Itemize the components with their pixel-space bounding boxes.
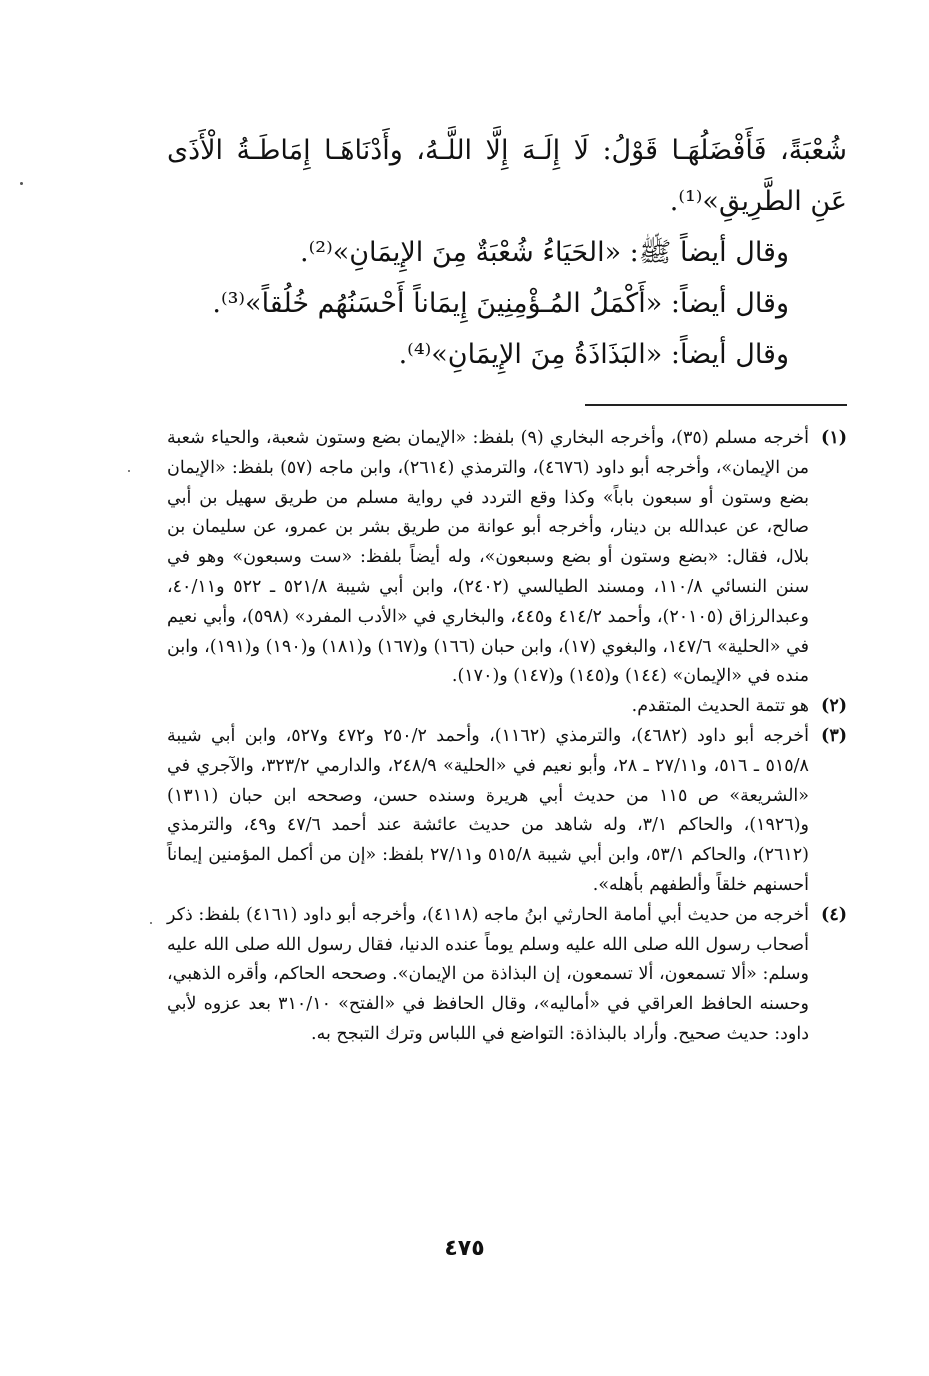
main-text-line-4: وقال أيضاً: «البَذَاذَةُ مِنَ الإِيمَانِ»⁽⁴⁾. [398, 339, 789, 370]
main-text-line-2: وقال أيضاً ﷺ: «الحَيَاءُ شُعْبَةٌ مِنَ الإِيمَانِ»⁽²⁾. [300, 237, 789, 268]
scan-speck [128, 470, 130, 472]
footnote-number: (٣) [821, 725, 847, 746]
page-number: ٤٧٥ [444, 1236, 485, 1261]
footnote-number: (١) [821, 428, 847, 448]
footnotes [167, 424, 847, 1050]
footnote-1 [167, 424, 847, 692]
footnote-text: أخرجه أبو داود (٤٦٨٢)، والترمذي (١١٦٢)، وأحمد ٢٥٠/٢ و٤٧٢ و٥٢٧، وابن أبي شيبة ٥١٥/٨ ـ ٥١٦، و٢٧/١١ ـ ٢٨، وأبو نعيم في «الحلية» ٢٤٨/٩، والدارمي ٣٢٣/٢، والآجري في «الشريعة» ص ١١٥ من حديث أبي هريرة وسنده حسن، وصححه ابن حبان (١٣١١) و(١٩٢٦)، والحاكم ٣/١، وله شاهد من حديث عائشة عند أحمد ٤٧/٦ و٤٩، والترمذي (٢٦١٢)، والحاكم ٥٣/١، وابن أبي شيبة ٥١٥/٨ و٢٧/١١ بلفظ: «إن من أكمل المؤمنين إيماناً أحسنهم خلقاً وألطفهم بأهله». [167, 725, 809, 895]
footnote-3 [167, 722, 847, 901]
footnote-divider [585, 404, 847, 406]
footnote-text: أخرجه مسلم (٣٥)، وأخرجه البخاري (٩) بلفظ: «الإيمان بضع وستون شعبة، والحياء شعبة من الإيمان»، وأخرجه أبو داود (٤٦٧٦)، والترمذي (٢٦١٤)، وابن ماجه (٥٧) بلفظ: «الإيمان بضع وستون أو سبعون باباً» وكذا وقع التردد في رواية مسلم من طريق سهيل بن أبي صالح، عن عبدالله بن دينار، وأخرجه أبو عوانة من طريق بشر بن عمرو، عن سليمان بن بلال، فقال: «بضع وستون أو بضع وسبعون»، وله أيضاً بلفظ: «ست وسبعون» وهو في سنن النسائي ١١٠/٨، ومسند الطيالسي (٢٤٠٢)، وابن أبي شيبة ٥٢١/٨ ـ ٥٢٢ و٤٠/١١، وعبدالرزاق (٢٠١٠٥)، وأحمد ٤١٤/٢ و٤٤٥، والبخاري في «الأدب المفرد» (٥٩٨)، وأبي نعيم في «الحلية» ١٤٧/٦، والبغوي (١٧)، وابن حبان (١٦٦) و(١٦٧) و(١٨١) و(١٩٠) و(١٩١)، وابن منده في «الإيمان» (١٤٤) و(١٤٥) و(١٤٧) و(١٧٠). [167, 428, 810, 687]
main-text [167, 125, 847, 380]
footnote-text: أخرجه من حديث أبي أمامة الحارثي ابنُ ماجه (٤١١٨)، وأخرجه أبو داود (٤١٦١) بلفظ: ذكر أصحاب رسول الله صلى الله عليه وسلم يوماً عنده الدنيا، فقال رسول الله صلى الله عليه وسلم: «ألا تسمعون، ألا تسمعون، إن البذاذة من الإيمان». وصححه الحاكم، وأقره الذهبي، وحسنه الحافظ العراقي في «أماليه»، وقال الحافظ في «الفتح» ٣١٠/١٠ بعد عزوه لأبي داود: حديث صحيح. وأراد بالبذاذة: التواضع في اللباس وترك التبجح به. [167, 904, 810, 1044]
footnote-2 [167, 692, 847, 722]
main-text-line-3: وقال أيضاً: «أَكْمَلُ المُـؤْمِنِينَ إِيمَاناً أَحْسَنُهُم خُلُقاً»⁽³⁾. [212, 288, 789, 319]
main-text-line-1: شُعْبَةً، فَأَفْضَلُهَـا قَوْلُ: لَا إِلَـهَ إِلَّا اللَّـهُ، وأَدْنَاهَـا إِمَاطَـةُ الْأَذَى عَنِ الطَّرِيقِ»⁽¹⁾. [167, 135, 847, 217]
footnote-number: (٢) [821, 696, 847, 717]
scan-speck [150, 922, 152, 924]
footnote-text: هو تتمة الحديث المتقدم. [631, 696, 809, 717]
footnote-number: (٤) [821, 904, 847, 925]
scan-speck [20, 182, 23, 185]
footnote-4 [167, 901, 847, 1050]
